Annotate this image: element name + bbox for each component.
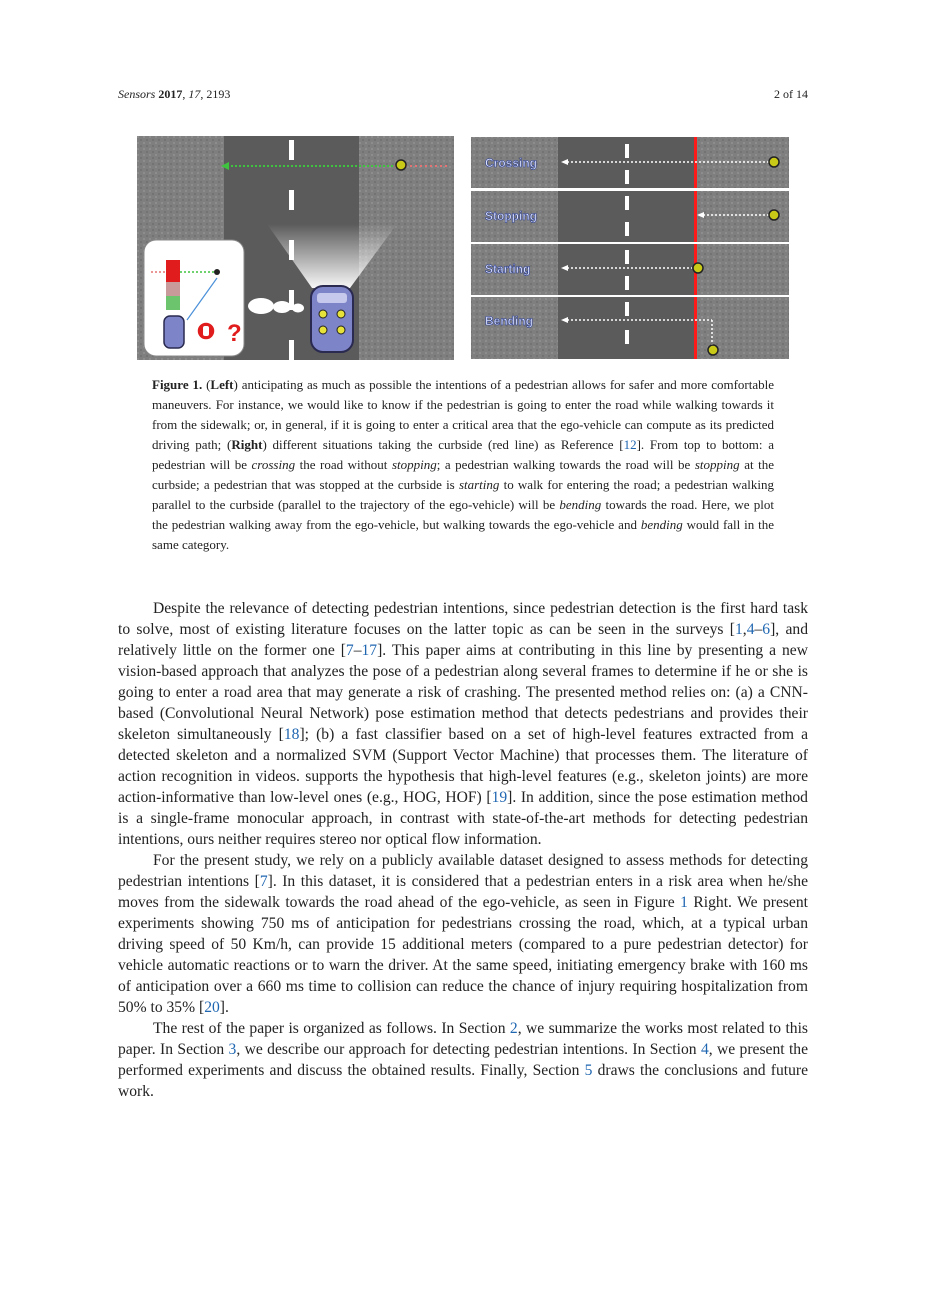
ref-link[interactable]: 12 <box>623 437 637 452</box>
figure-1 <box>137 136 790 360</box>
label-starting: Starting <box>485 262 531 276</box>
scenario-crossing <box>471 137 789 188</box>
ref-link[interactable]: 4 <box>746 621 755 638</box>
small-car-icon <box>164 316 184 348</box>
label-stopping: Stopping <box>485 209 537 223</box>
section-link[interactable]: 4 <box>700 1041 709 1058</box>
ref-link[interactable]: 6 <box>762 621 771 638</box>
risk-green-icon <box>166 296 180 310</box>
journal-citation: Sensors 2017, 17, 2193 <box>118 87 231 101</box>
ref-link[interactable]: 1 <box>735 621 743 638</box>
figure-1-graphic <box>137 136 790 360</box>
thought-bubble <box>248 298 274 314</box>
section-link[interactable]: 2 <box>509 1020 518 1037</box>
pedestrian-icon <box>396 160 406 170</box>
page-number: 2 of 14 <box>774 87 808 101</box>
ref-link[interactable]: 17 <box>361 642 378 659</box>
paragraph-3: The rest of the paper is organized as follows. In Section 2, we summarize the works most related to this paper. In Section 3, we describe our approach for detecting pedestrian intentions. In Section 4, we present the performed experiments and discuss the obtained results. Finally, Section 5 draws the conclusions and future work. <box>118 1020 808 1100</box>
scenario-bending <box>471 297 789 359</box>
question-mark: ? <box>227 320 242 347</box>
paragraph-2: For the present study, we rely on a publicly available dataset designed to assess methods for detecting pedestrian intentions [7]. In this dataset, it is considered that a pedestrian enters in a risk area when he/she moves from the sidewalk towards the road ahead of the ego-vehicle, as seen in Figure 1 Right. We present experiments showing 750 ms of anticipation for pedestrians crossing the road, which, at a typical urban driving speed of 50 Km/h, can provide 15 additional meters (compared to a pure pedestrian detector) for vehicle automatic reactions or to warn the driver. At the same speed, initiating emergency brake with 160 ms of anticipation over a 660 ms time to collision can reduce the chance of injury requiring hospitalization from 50% to 35% [20]. <box>118 852 809 1016</box>
risk-red-icon <box>166 260 180 282</box>
scenario-stopping <box>471 191 789 242</box>
section-link[interactable]: 3 <box>228 1041 237 1058</box>
figure-caption: Figure 1. (Left) anticipating as much as possible the intentions of a pedestrian allows for safer and more comfortable maneuvers. For instance, we would like to know if the pedestrian is going to enter the road while walking towards it from the sidewalk; or, in general, if it is going to enter a critical area that the ego-vehicle can compute as its predicted driving path; (Right) different situations taking the curbside (red line) as Reference [12]. From top to bottom: a pedestrian will be crossing the road without stopping; a pedestrian walking towards the road will be stopping at the curbside; a pedestrian that was stopped at the curbside is starting to walk for entering the road; a pedestrian walking parallel to the curbside (parallel to the trajectory of the ego-vehicle) will be bending towards the road. Here, we plot the pedestrian walking away from the ego-vehicle, but walking towards the ego-vehicle and bending would fall in the same category. <box>152 377 774 552</box>
risk-mid-icon <box>166 282 180 296</box>
paragraph-1: Despite the relevance of detecting pedestrian intentions, since pedestrian detection is the first hard task to solve, most of existing literature focuses on the latter topic as can be seen in the surveys [1,4–6], and relatively little on the former one [7–17]. This paper aims at contributing in this line by presenting a new vision-based approach that analyzes the pose of a pedestrian along several frames to determine if he or she is going to enter a road area that may generate a risk of crashing. The presented method relies on: (a) a CNN-based (Convolutional Neural Network) pose estimation method that detects pedestrians and provides their skeleton simultaneously [18]; (b) a fast classifier based on a set of high-level features extracted from a detected skeleton and a normalized SVM (Support Vector Machine) that processes them. The literature of action recognition in videos. supports the hypothesis that high-level features (e.g., skeleton joints) are more action-informative than low-level ones (e.g., HOG, HOF) [19]. In addition, since the pose estimation method is a single-frame monocular approach, in contrast with state-of-the-art methods for detecting pedestrian intentions, ours neither requires stereo nor optical flow information. <box>118 600 808 848</box>
left-panel-scene <box>137 136 454 360</box>
ref-link[interactable]: 18 <box>283 726 300 743</box>
ego-vehicle-icon <box>311 286 353 352</box>
main-body <box>118 598 808 1102</box>
scenario-starting <box>471 244 789 295</box>
label-bending: Bending <box>485 314 533 328</box>
pedestrian-small-icon <box>214 269 220 275</box>
label-crossing: Crossing <box>485 156 538 170</box>
callout-box <box>144 240 244 356</box>
figure-link[interactable]: 1 <box>680 894 688 911</box>
ref-link[interactable]: 20 <box>204 999 220 1016</box>
ref-link[interactable]: 7 <box>345 642 354 659</box>
ref-link[interactable]: 19 <box>491 789 508 806</box>
section-link[interactable]: 5 <box>584 1062 593 1079</box>
right-panel-scenarios <box>471 137 789 359</box>
ref-link[interactable]: 7 <box>259 873 268 890</box>
